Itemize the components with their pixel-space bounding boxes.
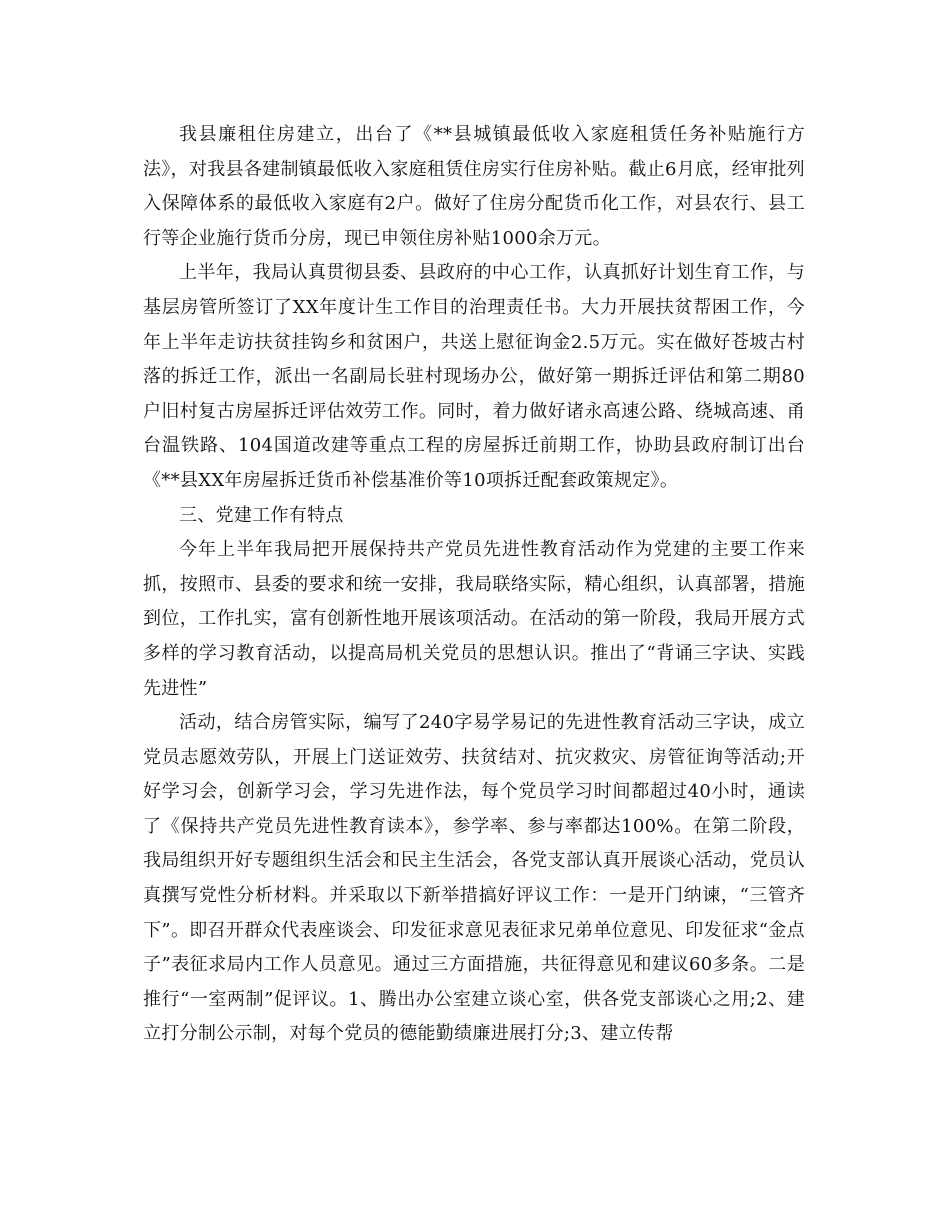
document-body	[143, 118, 805, 1052]
paragraph-housing-subsidy: 我县廉租住房建立，出台了《**县城镇最低收入家庭租赁任务补贴施行方法》，对我县各建制镇最低收入家庭租赁住房实行住房补贴。截止6月底，经审批列入保障体系的最低收入家庭有2户。做好了住房分配货币化工作，对县农行、县工行等企业施行货币分房，现已申领住房补贴1000余万元。	[143, 124, 805, 249]
section-heading-party-building: 三、党建工作有特点	[179, 504, 344, 526]
paragraph-advanced-education: 今年上半年我局把开展保持共产党员先进性教育活动作为党建的主要工作来抓，按照市、县委的要求和统一安排，我局联络实际，精心组织，认真部署，措施到位，工作扎实，富有创新性地开展该项活动。在活动的第一阶段，我局开展方式多样的学习教育活动，以提高局机关党员的思想认识。推出了“背诵三字诀、实践先进性”	[143, 539, 805, 699]
paragraph-first-half-work: 上半年，我局认真贯彻县委、县政府的中心工作，认真抓好计划生育工作，与基层房管所签订了XX年度计生工作目的治理责任书。大力开展扶贫帮困工作，今年上半年走访扶贫挂钩乡和贫困户，共送上慰征询金2.5万元。实在做好苍坡古村落的拆迁工作，派出一名副局长驻村现场办公，做好第一期拆迁评估和第二期80户旧村复古房屋拆迁评估效劳工作。同时，着力做好诸永高速公路、绕城高速、甬台温铁路、104国道改建等重点工程的房屋拆迁前期工作，协助县政府制订出台《**县XX年房屋拆迁货币补偿基准价等10项拆迁配套政策规定》。	[143, 262, 805, 491]
paragraph-activities: 活动，结合房管实际，编写了240字易学易记的先进性教育活动三字诀，成立党员志愿效劳队，开展上门送证效劳、扶贫结对、抗灾救灾、房管征询等活动;开好学习会，创新学习会，学习先进作法，每个党员学习时间都超过40小时，通读了《保持共产党员先进性教育读本》，参学率、参与率都达100%。在第二阶段，我局组织开好专题组织生活会和民主生活会，各党支部认真开展谈心活动，党员认真撰写党性分析材料。并采取以下新举措搞好评议工作：一是开门纳谏，“三管齐下”。即召开群众代表座谈会、印发征求意见表征求兄弟单位意见、印发征求“金点子”表征求局内工作人员意见。通过三方面措施，共征得意见和建议60多条。二是推行“一室两制”促评议。1、腾出办公室建立谈心室，供各党支部谈心之用;2、建立打分制公示制，对每个党员的德能勤绩廉进展打分;3、建立传帮	[143, 712, 805, 1045]
